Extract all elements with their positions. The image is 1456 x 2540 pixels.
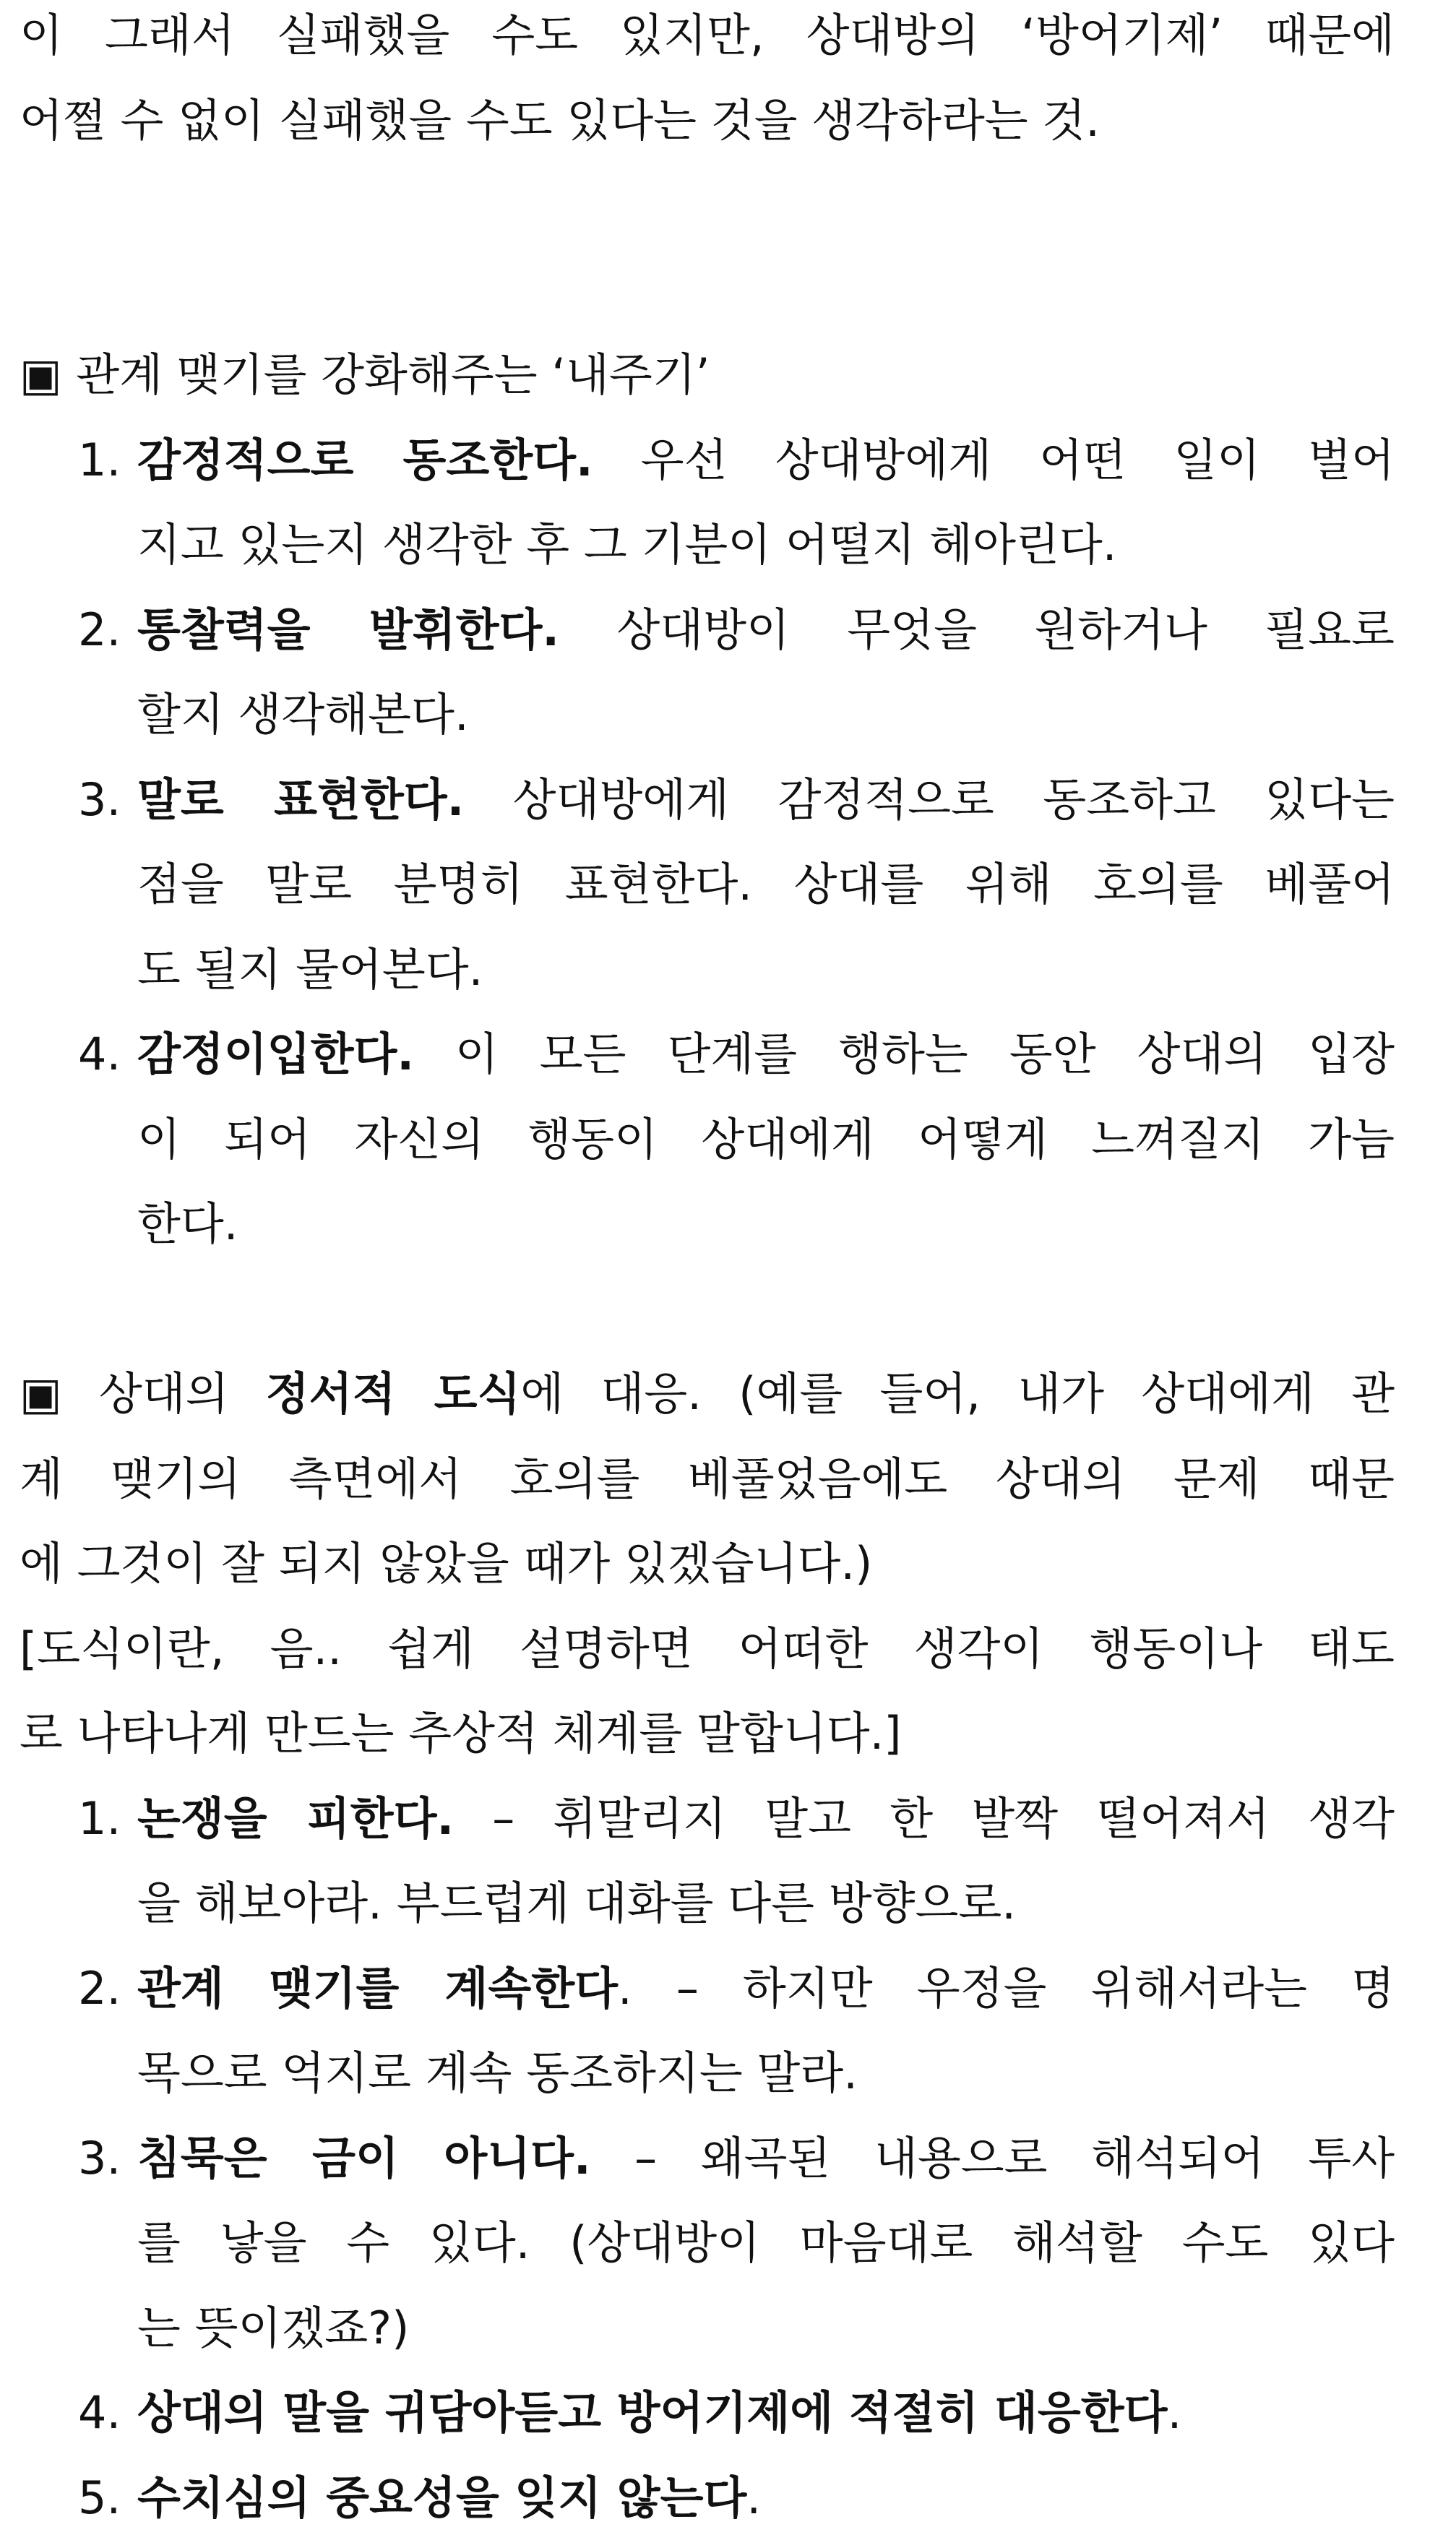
text-segment: 할지 생각해본다. xyxy=(137,688,469,741)
text-line xyxy=(137,2286,1395,2371)
list-item xyxy=(20,1776,1395,1946)
text-segment: 이 모든 단계를 행하는 동안 상대의 입장 xyxy=(414,1028,1395,1080)
text-line xyxy=(20,1437,1395,1522)
text-segment: 에 그것이 잘 되지 않았을 때가 있겠습니다.) xyxy=(20,1537,872,1590)
text-line xyxy=(137,1861,1395,1946)
text-segment: 상대방이 무엇을 원하거나 필요로 xyxy=(559,603,1395,656)
blank-line xyxy=(20,163,1395,248)
bold-text: 수치심의 중요성을 잊지 않는다 xyxy=(137,2471,746,2524)
text-segment: [도식이란, 음.. 쉽게 설명하면 어떠한 생각이 행동이나 태도 xyxy=(20,1622,1395,1675)
bold-text: 통찰력을 발휘한다. xyxy=(137,603,559,656)
list-item xyxy=(20,418,1395,587)
list-number: 4. xyxy=(78,2370,121,2455)
list-item xyxy=(20,2455,1395,2540)
text-line xyxy=(20,1521,1395,1606)
text-line xyxy=(137,2370,1395,2455)
text-line xyxy=(137,2031,1395,2116)
list-item xyxy=(20,2116,1395,2371)
text-line xyxy=(137,1097,1395,1182)
text-segment: 목으로 억지로 계속 동조하지는 말라. xyxy=(137,2046,858,2099)
text-segment: 한다. xyxy=(137,1197,238,1250)
text-segment: – 왜곡된 내용으로 해석되어 투사 xyxy=(591,2132,1395,2184)
text-line xyxy=(137,502,1395,587)
blank-line xyxy=(20,248,1395,333)
text-segment: 계 맺기의 측면에서 호의를 베풀었음에도 상대의 문제 때문 xyxy=(20,1452,1395,1505)
list-item xyxy=(20,757,1395,1012)
paragraph xyxy=(20,0,1395,163)
text-segment: 지고 있는지 생각한 후 그 기분이 어떨지 헤아린다. xyxy=(137,518,1117,571)
text-segment: . xyxy=(746,2471,761,2524)
blank-line xyxy=(20,1267,1395,1352)
text-line xyxy=(20,1606,1395,1692)
list-item xyxy=(20,1946,1395,2116)
text-segment: 을 해보아라. 부드럽게 대화를 다른 방향으로. xyxy=(137,1877,1016,1929)
document-body xyxy=(20,0,1395,2540)
bold-text: 감정적으로 동조한다. xyxy=(137,434,593,486)
text-line xyxy=(137,757,1395,843)
text-line xyxy=(137,2116,1395,2201)
text-line xyxy=(137,672,1395,757)
text-segment: . xyxy=(1168,2386,1182,2439)
text-line xyxy=(137,1776,1395,1861)
text-line xyxy=(20,1691,1395,1776)
text-line xyxy=(137,2455,1395,2540)
list-number: 1. xyxy=(78,418,121,503)
text-line xyxy=(20,1351,1395,1437)
text-line xyxy=(137,2200,1395,2286)
list-number: 5. xyxy=(78,2455,121,2540)
text-line xyxy=(137,418,1395,503)
paragraph xyxy=(20,332,1395,418)
list-number: 1. xyxy=(78,1776,121,1861)
bold-text: 침묵은 금이 아니다. xyxy=(137,2132,591,2184)
bold-text: 상대의 말을 귀담아듣고 방어기제에 적절히 대응한다 xyxy=(137,2386,1168,2439)
text-segment: 는 뜻이겠죠?) xyxy=(137,2302,409,2354)
text-line xyxy=(137,587,1395,673)
bold-text: 말로 표현한다. xyxy=(137,773,464,826)
text-segment: 로 나타나게 만드는 추상적 체계를 말합니다.] xyxy=(20,1707,902,1760)
text-segment: . – 하지만 우정을 위해서라는 명 xyxy=(618,1962,1395,2015)
list-item xyxy=(20,1012,1395,1267)
text-segment: 이 되어 자신의 행동이 상대에게 어떻게 느껴질지 가늠 xyxy=(137,1113,1395,1166)
text-segment: 도 될지 물어본다. xyxy=(137,943,483,996)
text-line xyxy=(137,1181,1395,1267)
text-line xyxy=(20,78,1395,163)
text-segment: 점을 말로 분명히 표현한다. 상대를 위해 호의를 베풀어 xyxy=(137,858,1395,910)
list-number: 3. xyxy=(78,757,121,843)
text-segment: ▣ 관계 맺기를 강화해주는 ‘내주기’ xyxy=(20,348,710,401)
text-segment: 우선 상대방에게 어떤 일이 벌어 xyxy=(593,434,1395,486)
bold-text: 논쟁을 피한다. xyxy=(137,1792,454,1845)
list-item xyxy=(20,587,1395,757)
bold-text: 정서적 도식 xyxy=(266,1367,521,1420)
paragraph xyxy=(20,1351,1395,1606)
bold-text: 감정이입한다. xyxy=(137,1028,414,1080)
text-segment: 를 낳을 수 있다. (상대방이 마음대로 해석할 수도 있다 xyxy=(137,2216,1395,2269)
text-line xyxy=(137,842,1395,927)
list-number: 2. xyxy=(78,1946,121,2031)
text-line xyxy=(137,927,1395,1012)
text-segment: 에 대응. (예를 들어, 내가 상대에게 관 xyxy=(520,1367,1395,1420)
bold-text: 관계 맺기를 계속한다 xyxy=(137,1962,618,2015)
text-segment: 상대방에게 감정적으로 동조하고 있다는 xyxy=(464,773,1395,826)
text-segment: 이 그래서 실패했을 수도 있지만, 상대방의 ‘방어기제’ 때문에 xyxy=(20,9,1395,61)
list-number: 2. xyxy=(78,587,121,673)
list-item xyxy=(20,2370,1395,2455)
text-line xyxy=(137,1012,1395,1097)
list-number: 3. xyxy=(78,2116,121,2201)
text-segment: – 휘말리지 말고 한 발짝 떨어져서 생각 xyxy=(454,1792,1395,1845)
list-number: 4. xyxy=(78,1012,121,1097)
text-line xyxy=(137,1946,1395,2031)
text-segment: 어쩔 수 없이 실패했을 수도 있다는 것을 생각하라는 것. xyxy=(20,94,1100,147)
text-line xyxy=(20,332,1395,418)
text-line xyxy=(20,0,1395,78)
paragraph xyxy=(20,1606,1395,1776)
text-segment: ▣ 상대의 xyxy=(20,1367,266,1420)
